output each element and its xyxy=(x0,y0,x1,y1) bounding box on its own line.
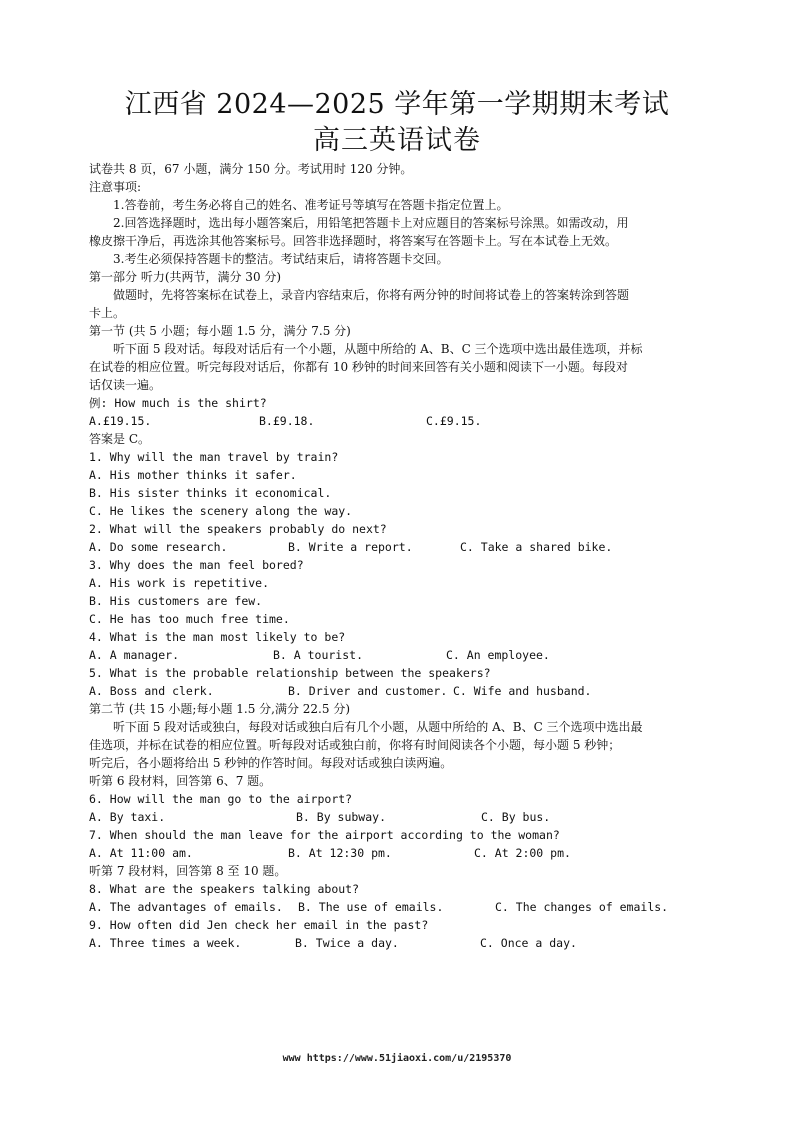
material-6-heading: 听第 6 段材料，回答第 6、7 题。 xyxy=(89,774,272,788)
part1-instruction-cont: 卡上。 xyxy=(89,306,126,320)
question-4-option-a: A. A manager. xyxy=(89,648,180,662)
question-3-option-c: C. He has too much free time. xyxy=(89,612,290,626)
part1-heading: 第一部分 听力(共两节，满分 30 分) xyxy=(89,270,282,284)
question-2-option-a: A. Do some research. xyxy=(89,540,228,554)
question-7-option-c: C. At 2:00 pm. xyxy=(474,846,571,860)
question-9: 9. How often did Jen check her email in the past? xyxy=(89,918,429,932)
section1-instruction-cont: 在试卷的相应位置。听完每段对话后，你都有 10 秒钟的时间来回答有关小题和阅读下一小题。每段对 xyxy=(89,360,628,374)
note-3: 3.考生必须保持答题卡的整洁。考试结束后，请将答题卡交回。 xyxy=(113,252,449,266)
note-2: 2.回答选择题时，选出每小题答案后，用铅笔把答题卡上对应题目的答案标号涂黑。如需改动，用 xyxy=(113,216,629,230)
question-2: 2. What will the speakers probably do next? xyxy=(89,522,387,536)
exam-title: 江西省 2024—2025 学年第一学期期末考试 xyxy=(124,89,670,120)
question-9-option-c: C. Once a day. xyxy=(480,936,577,950)
question-7-option-a: A. At 11:00 am. xyxy=(89,846,193,860)
question-5-option-a: A. Boss and clerk. xyxy=(89,684,214,698)
question-7-option-b: B. At 12:30 pm. xyxy=(288,846,392,860)
question-8-option-a: A. The advantages of emails. xyxy=(89,900,283,914)
question-5-option-c: C. Wife and husband. xyxy=(453,684,592,698)
question-5: 5. What is the probable relationship between the speakers? xyxy=(89,666,491,680)
question-1: 1. Why will the man travel by train? xyxy=(89,450,339,464)
question-6-options xyxy=(89,808,719,826)
question-7-options xyxy=(89,844,719,862)
question-2-option-b: B. Write a report. xyxy=(288,540,413,554)
example-option-c: C.£9.15. xyxy=(426,414,482,428)
example-question: 例: How much is the shirt? xyxy=(89,396,267,410)
question-6-option-c: C. By bus. xyxy=(481,810,551,824)
example-option-a: A.£19.15. xyxy=(89,414,152,428)
question-4-options xyxy=(89,646,719,664)
question-4-option-b: B. A tourist. xyxy=(273,648,364,662)
question-7: 7. When should the man leave for the airport according to the woman? xyxy=(89,828,560,842)
footer-url: www https://www.51jiaoxi.com/u/2195370 xyxy=(282,1053,512,1064)
question-2-options xyxy=(89,538,719,556)
section2-instruction-cont: 佳选项，并标在试卷的相应位置。听每段对话或独白前，你将有时间阅读各个小题，每小题 5 秒钟； xyxy=(89,738,621,752)
part1-instruction: 做题时，先将答案标在试卷上，录音内容结束后，你将有两分钟的时间将试卷上的答案转涂到答题 xyxy=(113,288,630,302)
question-6: 6. How will the man go to the airport? xyxy=(89,792,353,806)
example-answer: 答案是 C。 xyxy=(89,432,150,446)
question-4: 4. What is the man most likely to be? xyxy=(89,630,346,644)
question-6-option-b: B. By subway. xyxy=(296,810,387,824)
section2-instruction: 听下面 5 段对话或独白，每段对话或独白后有几个小题，从题中所给的 A、B、C 三个选项中选出最 xyxy=(113,720,643,734)
section1-instruction-end: 话仅读一遍。 xyxy=(89,378,162,392)
question-2-option-c: C. Take a shared bike. xyxy=(460,540,613,554)
question-5-options xyxy=(89,682,719,700)
question-1-option-b: B. His sister thinks it economical. xyxy=(89,486,332,500)
question-8-option-c: C. The changes of emails. xyxy=(495,900,669,914)
exam-body xyxy=(89,160,719,952)
question-4-option-c: C. An employee. xyxy=(446,648,550,662)
question-6-option-a: A. By taxi. xyxy=(89,810,166,824)
section1-heading: 第一节 (共 5 小题；每小题 1.5 分，满分 7.5 分) xyxy=(89,324,351,338)
exam-info: 试卷共 8 页，67 小题，满分 150 分。考试用时 120 分钟。 xyxy=(89,162,413,176)
question-3-option-a: A. His work is repetitive. xyxy=(89,576,270,590)
material-7-heading: 听第 7 段材料，回答第 8 至 10 题。 xyxy=(89,864,287,878)
question-8-options xyxy=(89,898,719,916)
example-options xyxy=(89,412,719,430)
question-3-option-b: B. His customers are few. xyxy=(89,594,263,608)
exam-subtitle: 高三英语试卷 xyxy=(313,125,481,156)
notes-heading: 注意事项: xyxy=(89,180,142,194)
question-3: 3. Why does the man feel bored? xyxy=(89,558,304,572)
question-9-option-a: A. Three times a week. xyxy=(89,936,242,950)
question-9-option-b: B. Twice a day. xyxy=(295,936,399,950)
section1-instruction: 听下面 5 段对话。每段对话后有一个小题，从题中所给的 A、B、C 三个选项中选出最佳选项，并标 xyxy=(113,342,643,356)
example-option-b: B.£9.18. xyxy=(259,414,315,428)
question-1-option-c: C. He likes the scenery along the way. xyxy=(89,504,353,518)
question-9-options xyxy=(89,934,719,952)
section2-heading: 第二节 (共 15 小题;每小题 1.5 分,满分 22.5 分) xyxy=(89,702,350,716)
question-8-option-b: B. The use of emails. xyxy=(298,900,444,914)
question-8: 8. What are the speakers talking about? xyxy=(89,882,360,896)
section2-instruction-end: 听完后，各小题将给出 5 秒钟的作答时间。每段对话或独白读两遍。 xyxy=(89,756,453,770)
question-1-option-a: A. His mother thinks it safer. xyxy=(89,468,297,482)
note-2-cont: 橡皮擦干净后，再选涂其他答案标号。回答非选择题时，将答案写在答题卡上。写在本试卷上无效。 xyxy=(89,234,618,248)
note-1: 1.答卷前，考生务必将自己的姓名、准考证号等填写在答题卡指定位置上。 xyxy=(113,198,509,212)
question-5-option-b: B. Driver and customer. xyxy=(288,684,448,698)
